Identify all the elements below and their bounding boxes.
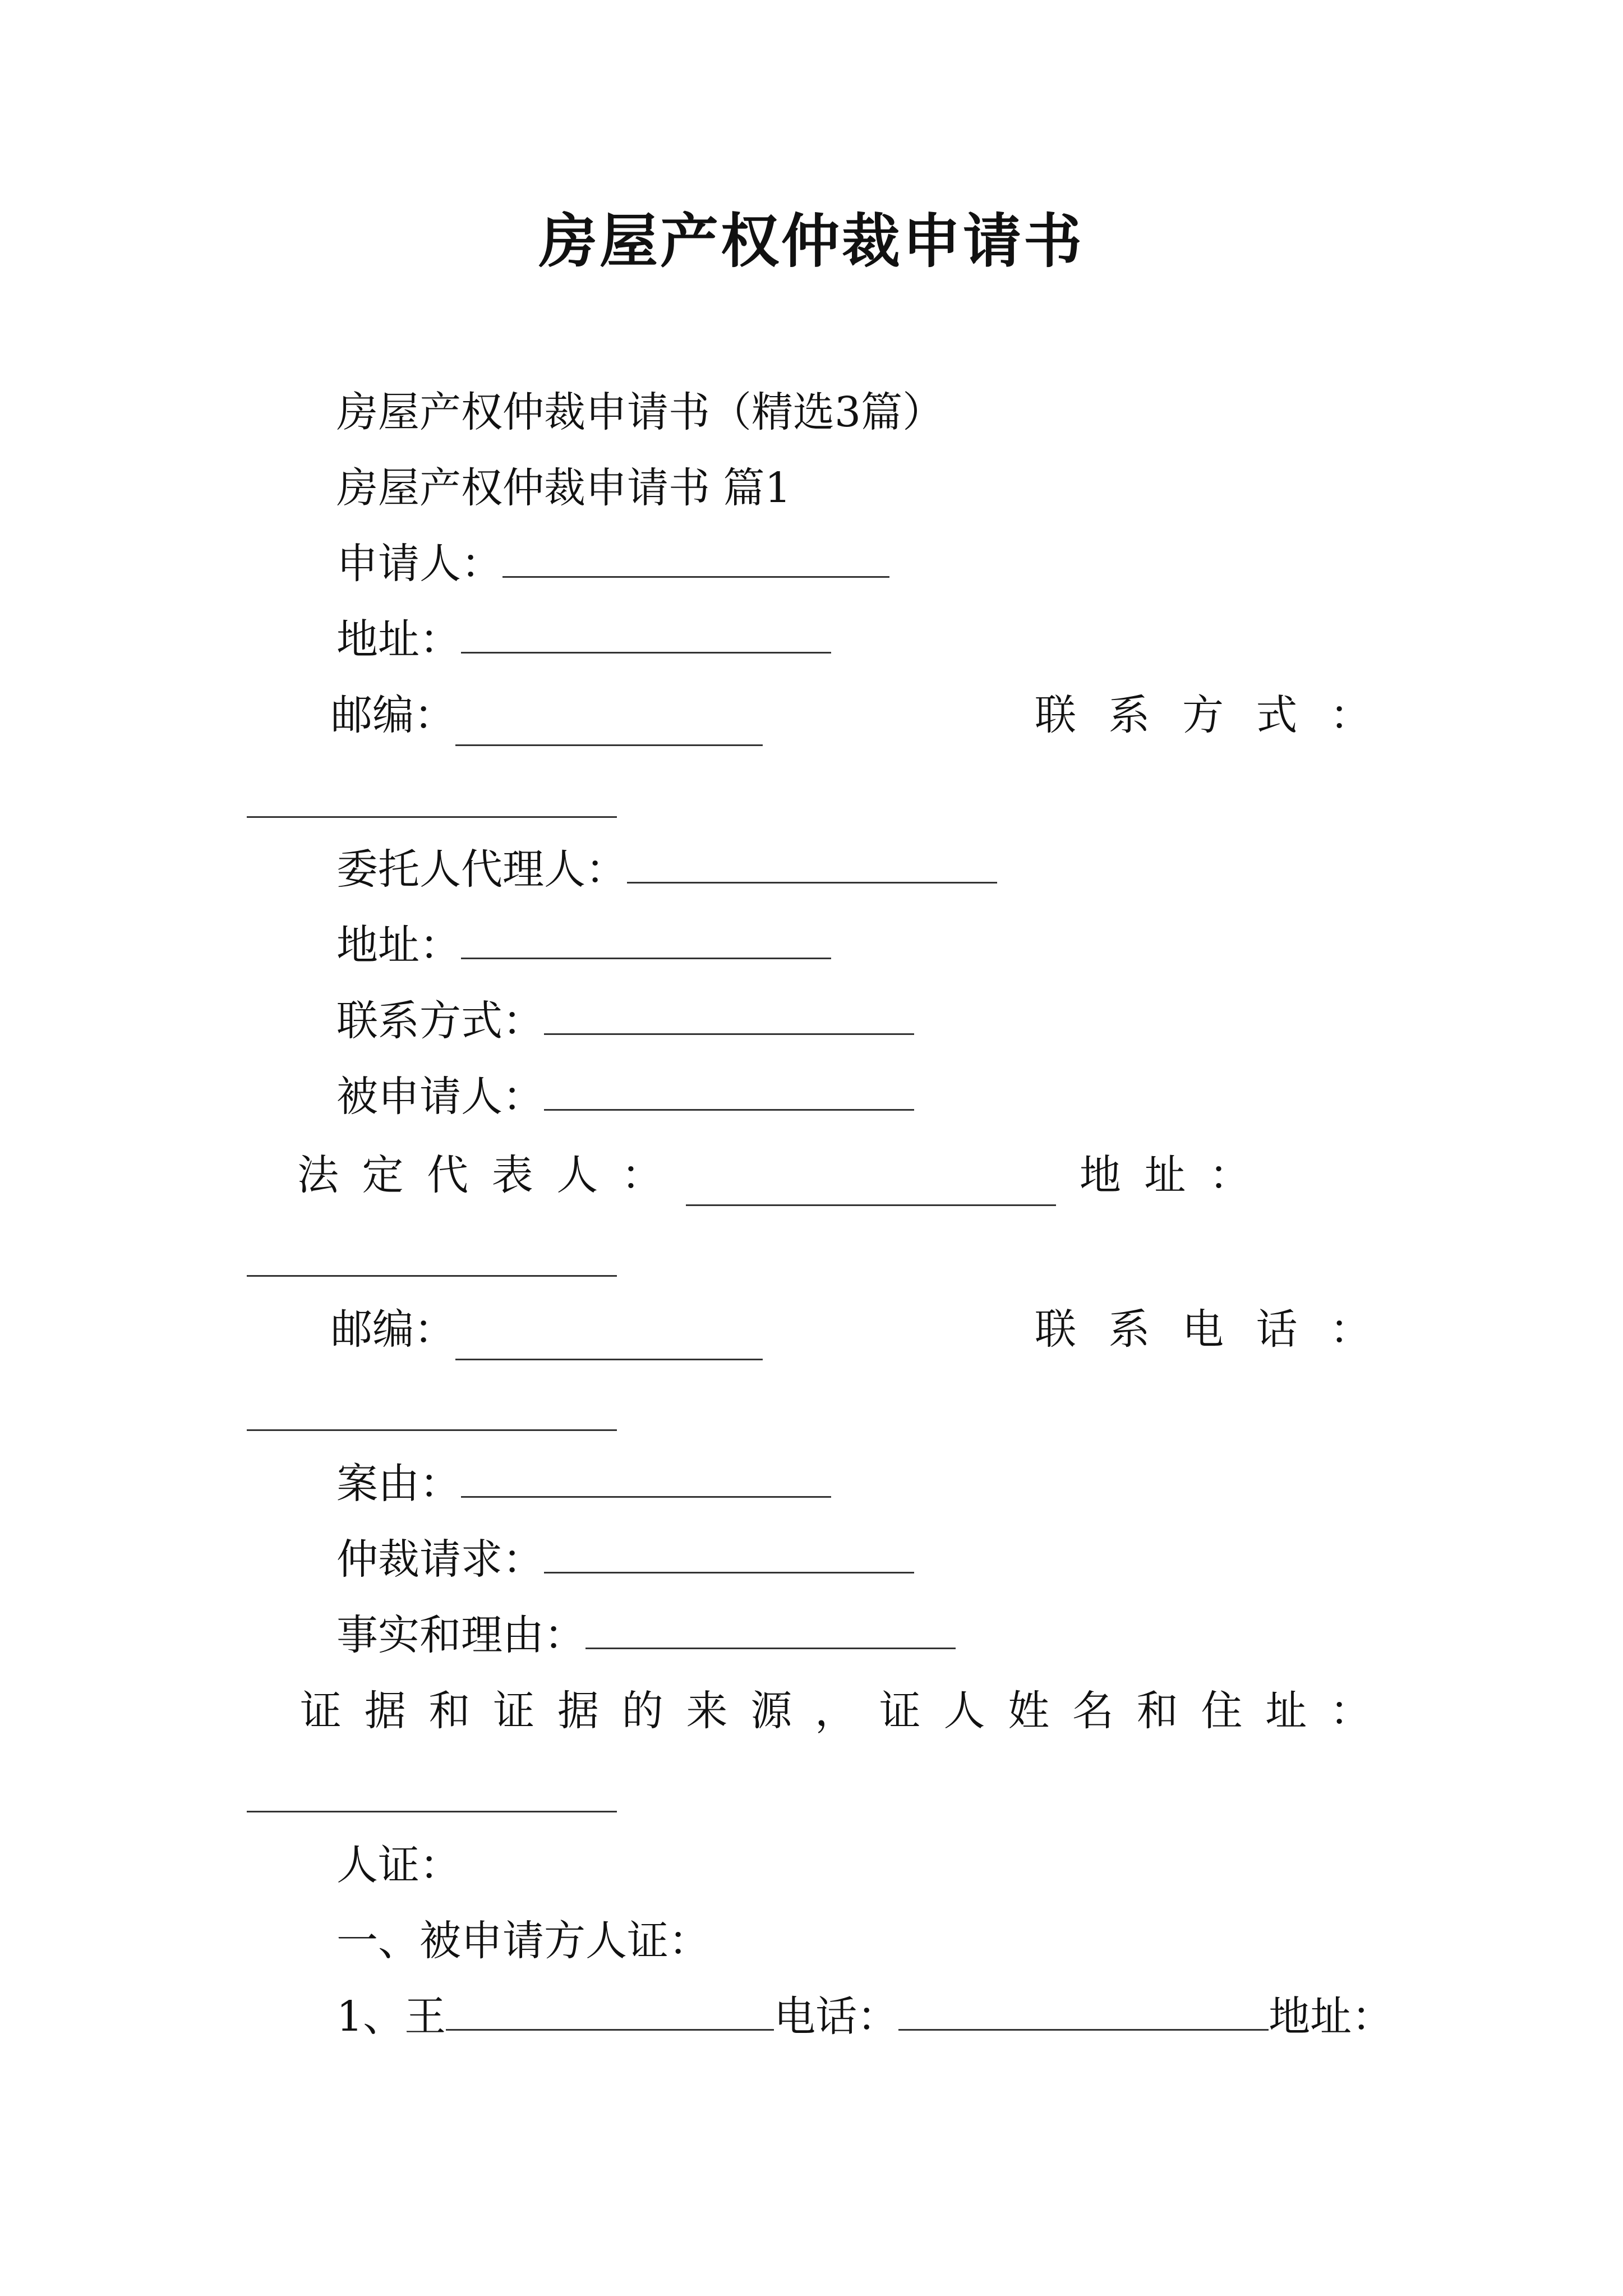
char: 代 xyxy=(427,1151,469,1199)
contact-field-1[interactable] xyxy=(247,815,617,818)
char: 和 xyxy=(1136,1687,1178,1735)
char: ： xyxy=(414,691,455,739)
char: 地 xyxy=(1079,1151,1121,1199)
char: ： xyxy=(1330,1305,1371,1354)
char: 法 xyxy=(297,1151,339,1199)
postcode-field-2[interactable] xyxy=(455,1329,763,1360)
char: 定 xyxy=(362,1151,404,1199)
char: ， xyxy=(815,1687,856,1735)
facts-row xyxy=(336,1604,956,1666)
request-row xyxy=(336,1529,914,1590)
respondent-label: 被申请人： xyxy=(336,1073,544,1121)
char: 话 xyxy=(1256,1305,1298,1354)
char: 表 xyxy=(491,1151,533,1199)
char: 姓 xyxy=(1008,1687,1050,1735)
char: 人 xyxy=(556,1151,598,1199)
legal-rep-field[interactable] xyxy=(686,1175,1056,1206)
phone-field[interactable] xyxy=(247,1428,617,1431)
char: 的 xyxy=(621,1687,663,1735)
postcode-field-1[interactable] xyxy=(455,715,763,746)
legal-address-field[interactable] xyxy=(247,1273,617,1277)
char: 邮 xyxy=(331,1305,372,1354)
respondent-witness-heading: 一、被申请方人证： xyxy=(336,1917,710,1965)
piece-heading: 房屋产权仲裁申请书 篇1 xyxy=(336,464,791,512)
facts-label: 事实和理由： xyxy=(336,1611,585,1659)
postcode-label-1 xyxy=(247,684,763,746)
char: 证 xyxy=(879,1687,921,1735)
address-row-1 xyxy=(336,609,831,670)
respondent-field[interactable] xyxy=(544,1080,914,1111)
contact-label-2: 联系方式： xyxy=(336,997,544,1045)
facts-field[interactable] xyxy=(585,1618,956,1649)
evidence-row xyxy=(247,1680,1371,1742)
char: 系 xyxy=(1108,1305,1150,1354)
applicant-row xyxy=(336,533,889,595)
phone-label xyxy=(1035,1299,1371,1360)
respondent-row xyxy=(336,1066,914,1128)
case-field[interactable] xyxy=(461,1467,831,1498)
char: 人 xyxy=(943,1687,985,1735)
legal-rep-label xyxy=(247,1144,1251,1206)
witness-1-name-field[interactable] xyxy=(446,2000,774,2031)
case-row xyxy=(336,1453,831,1515)
witness-1-address-label: 地址： xyxy=(1269,1993,1394,2041)
witness-1-phone-field[interactable] xyxy=(898,2000,1269,2031)
agent-row xyxy=(336,839,997,900)
char: 邮 xyxy=(331,691,372,739)
char: 住 xyxy=(1201,1687,1243,1735)
char: 联 xyxy=(1035,1305,1076,1354)
evidence-field[interactable] xyxy=(247,1809,617,1812)
witness-1-phone-label: 电话： xyxy=(774,1993,899,2041)
witness-1-row xyxy=(336,1986,1393,2047)
char: 式 xyxy=(1256,691,1298,739)
char: 电 xyxy=(1182,1305,1224,1354)
case-label: 案由： xyxy=(336,1460,461,1508)
char: ： xyxy=(1330,1687,1371,1735)
char: 证 xyxy=(300,1687,342,1735)
agent-label: 委托人代理人： xyxy=(336,845,627,894)
char: 源 xyxy=(750,1687,792,1735)
postcode-phone-row xyxy=(247,1299,1371,1360)
char: 编 xyxy=(372,1305,414,1354)
request-field[interactable] xyxy=(544,1543,914,1573)
char: 系 xyxy=(1108,691,1150,739)
char: ： xyxy=(414,1305,455,1354)
char: ： xyxy=(1209,1151,1251,1199)
request-label: 仲裁请求： xyxy=(336,1535,544,1584)
legal-rep-row xyxy=(247,1144,1371,1206)
address-field-1[interactable] xyxy=(461,623,831,654)
char: 据 xyxy=(364,1687,406,1735)
address-label-1: 地址： xyxy=(336,615,461,664)
char: 据 xyxy=(557,1687,599,1735)
applicant-label: 申请人： xyxy=(336,540,502,588)
char: 名 xyxy=(1072,1687,1114,1735)
witness-heading: 人证： xyxy=(336,1841,461,1889)
postcode-label-2 xyxy=(247,1299,763,1360)
contact-field-2[interactable] xyxy=(544,1004,914,1035)
contact-row-2 xyxy=(336,990,914,1052)
subtitle: 房屋产权仲裁申请书（精选3篇） xyxy=(336,388,944,436)
char: 编 xyxy=(372,691,414,739)
char: 址 xyxy=(1265,1687,1307,1735)
address-row-2 xyxy=(336,914,831,976)
page-title: 房屋产权仲裁申请书 xyxy=(538,206,1084,275)
evidence-label xyxy=(247,1680,1371,1742)
char: ： xyxy=(1330,691,1371,739)
agent-field[interactable] xyxy=(627,853,997,884)
address-label-2: 地址： xyxy=(336,921,461,969)
char: ： xyxy=(621,1151,663,1199)
contact-label-1 xyxy=(1035,684,1371,746)
postcode-contact-row xyxy=(247,684,1371,746)
char: 联 xyxy=(1035,691,1076,739)
applicant-field[interactable] xyxy=(502,547,889,578)
char: 来 xyxy=(686,1687,728,1735)
char: 方 xyxy=(1182,691,1224,739)
witness-1-name-label: 1、王 xyxy=(336,1993,446,2041)
address-field-2[interactable] xyxy=(461,928,831,959)
char: 址 xyxy=(1144,1151,1186,1199)
char: 证 xyxy=(493,1687,535,1735)
char: 和 xyxy=(428,1687,471,1735)
